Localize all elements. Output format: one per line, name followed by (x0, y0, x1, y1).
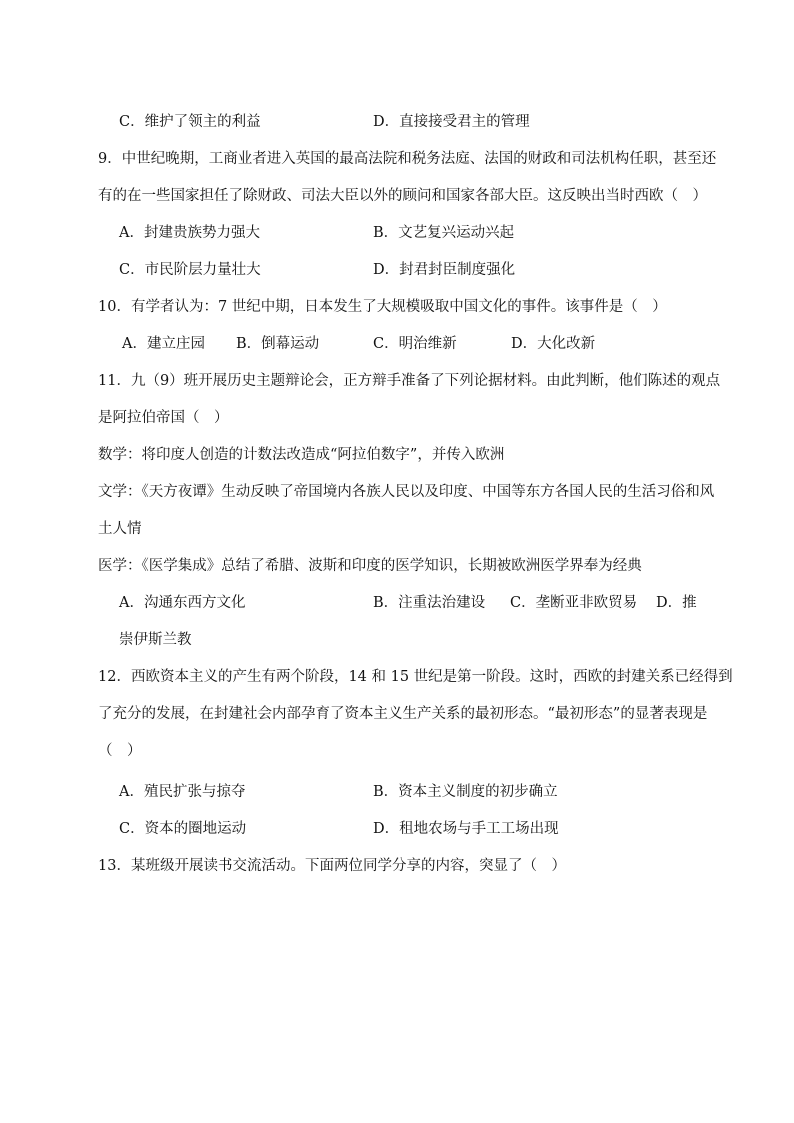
q8-option-d: D．直接接受君主的管理 (373, 114, 530, 130)
q11-option-c: C．垄断亚非欧贸易 (510, 595, 638, 611)
q12-option-d: D．租地农场与手工工场出现 (373, 821, 559, 837)
q10-option-c: C．明治维新 (373, 336, 457, 352)
q11-material-literature-line-2: 土人情 (98, 521, 142, 537)
q12-option-c: C．资本的圈地运动 (119, 821, 247, 837)
q12-option-a: A．殖民扩张与掠夺 (119, 784, 246, 800)
q11-option-d-part-1: D．推 (656, 595, 697, 611)
q10-stem: 10．有学者认为：7 世纪中期，日本发生了大规模吸取中国文化的事件。该事件是（ ） (98, 299, 667, 315)
q9-option-d: D．封君封臣制度强化 (373, 262, 516, 278)
q13-stem: 13．某班级开展读书交流活动。下面两位同学分享的内容，突显了（ ） (98, 858, 566, 874)
q10-option-a: A．建立庄园 (122, 336, 205, 352)
q9-option-a: A．封建贵族势力强大 (119, 225, 260, 241)
q11-stem-line-2: 是阿拉伯帝国（ ） (98, 410, 229, 426)
q9-stem-line-2: 有的在一些国家担任了除财政、司法大臣以外的顾问和国家各部大臣。这反映出当时西欧（ ） (98, 188, 707, 204)
q12-stem-line-3: （ ） (98, 743, 142, 759)
q12-stem-line-2: 了充分的发展，在封建社会内部孕育了资本主义生产关系的最初形态。“最初形态”的显著表现是 (98, 706, 708, 722)
q10-option-d: D．大化改新 (511, 336, 596, 352)
q11-option-d-part-2: 崇伊斯兰教 (119, 632, 192, 648)
q11-stem-line-1: 11．九（9）班开展历史主题辩论会，正方辩手准备了下列论据材料。由此判断，他们陈述的观点 (98, 373, 721, 389)
q11-material-medicine: 医学：《医学集成》总结了希腊、波斯和印度的医学知识，长期被欧洲医学界奉为经典 (98, 558, 642, 574)
q11-material-math: 数学：将印度人创造的计数法改造成“阿拉伯数字”，并传入欧洲 (98, 447, 505, 463)
q11-option-a: A．沟通东西方文化 (119, 595, 246, 611)
q12-option-b: B．资本主义制度的初步确立 (373, 784, 558, 800)
q9-stem-line-1: 9．中世纪晚期，工商业者进入英国的最高法院和税务法庭、法国的财政和司法机构任职，甚至还 (98, 151, 717, 167)
q11-option-b: B．注重法治建设 (373, 595, 486, 611)
q9-option-c: C．市民阶层力量壮大 (119, 262, 261, 278)
q10-option-b: B．倒幕运动 (236, 336, 320, 352)
q12-stem-line-1: 12．西欧资本主义的产生有两个阶段，14 和 15 世纪是第一阶段。这时，西欧的封建关系已经得到 (98, 669, 733, 685)
q8-option-c: C．维护了领主的利益 (119, 114, 261, 130)
q9-option-b: B．文艺复兴运动兴起 (373, 225, 515, 241)
q11-material-literature-line-1: 文学：《天方夜谭》生动反映了帝国境内各族人民以及印度、中国等东方各国人民的生活习俗和风 (98, 484, 715, 500)
